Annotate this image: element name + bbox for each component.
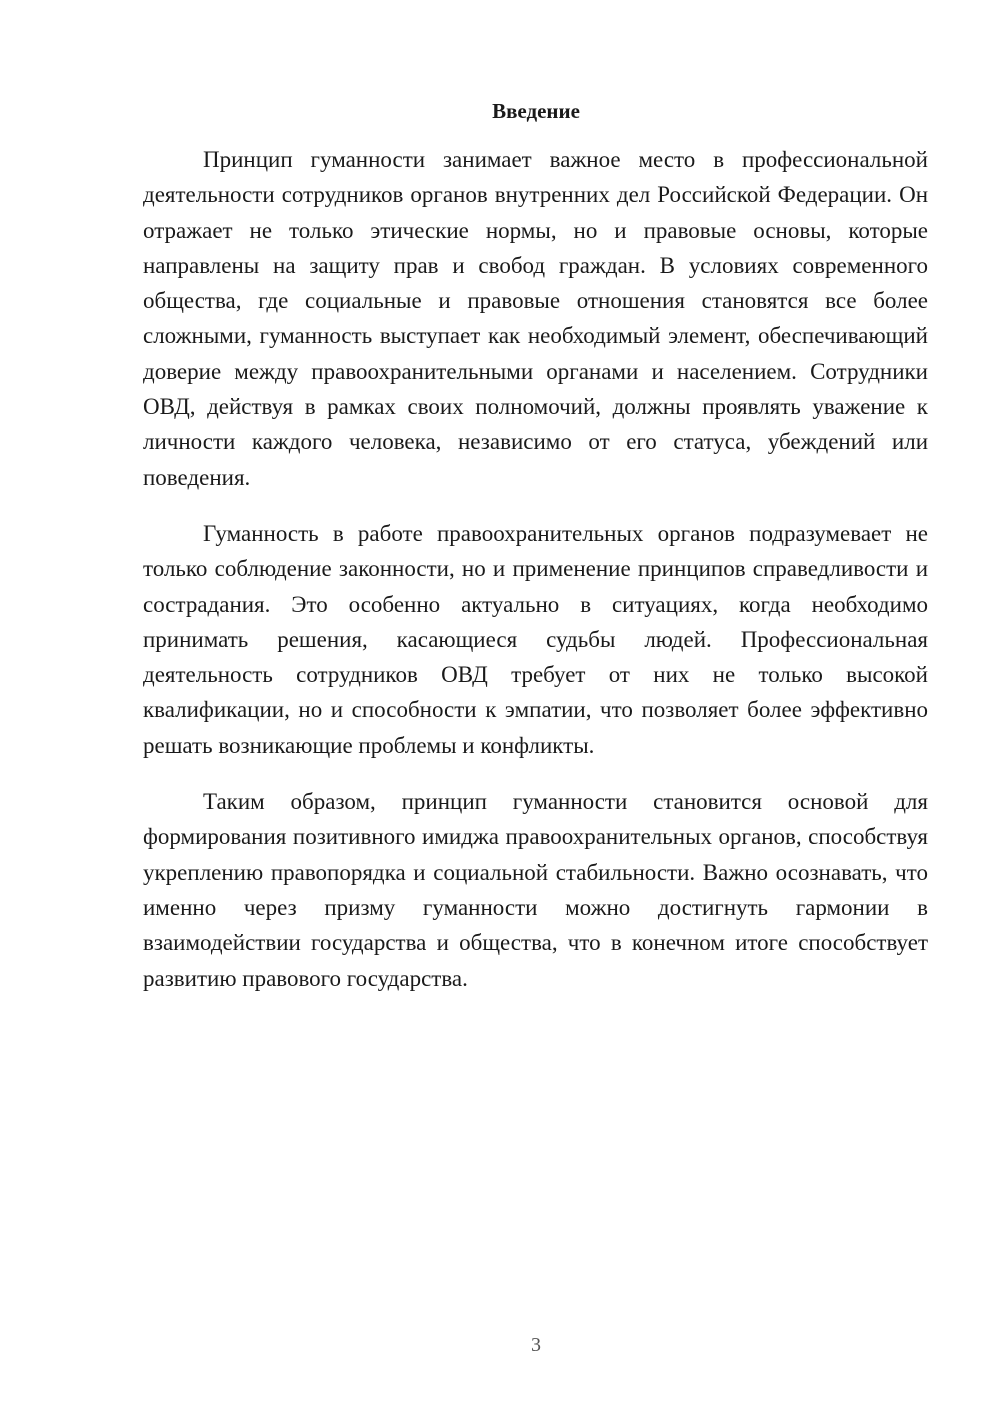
document-body (143, 142, 928, 1017)
paragraph-3: Таким образом, принцип гуманности становится основой для формирования позитивного имиджа правоохранительных органов, способствуя укреплению правопорядка и социальной стабильности. Важно осознавать, что именно через призму гуманности можно достигнуть гармонии в взаимодействии государства и общества, что в конечном итоге способствует развитию правового государства. (143, 789, 928, 991)
paragraph-1: Принцип гуманности занимает важное место в профессиональной деятельности сотрудников органов внутренних дел Российской Федерации. Он отражает не только этические нормы, но и правовые основы, которые направлены на защиту прав и свобод граждан. В условиях современного общества, где социальные и правовые отношения становятся все более сложными, гуманность выступает как необходимый элемент, обеспечивающий доверие между правоохранительными органами и населением. Сотрудники ОВД, действуя в рамках своих полномочий, должны проявлять уважение к личности каждого человека, независимо от его статуса, убеждений или поведения. (143, 147, 928, 490)
paragraph-2: Гуманность в работе правоохранительных органов подразумевает не только соблюдение законности, но и применение принципов справедливости и сострадания. Это особенно актуально в ситуациях, когда необходимо принимать решения, касающиеся судьбы людей. Профессиональная деятельность сотрудников ОВД требует от них не только высокой квалификации, но и способности к эмпатии, что позволяет более эффективно решать возникающие проблемы и конфликты. (143, 520, 928, 758)
section-title: Введение (492, 99, 580, 123)
page-number: 3 (531, 1334, 541, 1356)
